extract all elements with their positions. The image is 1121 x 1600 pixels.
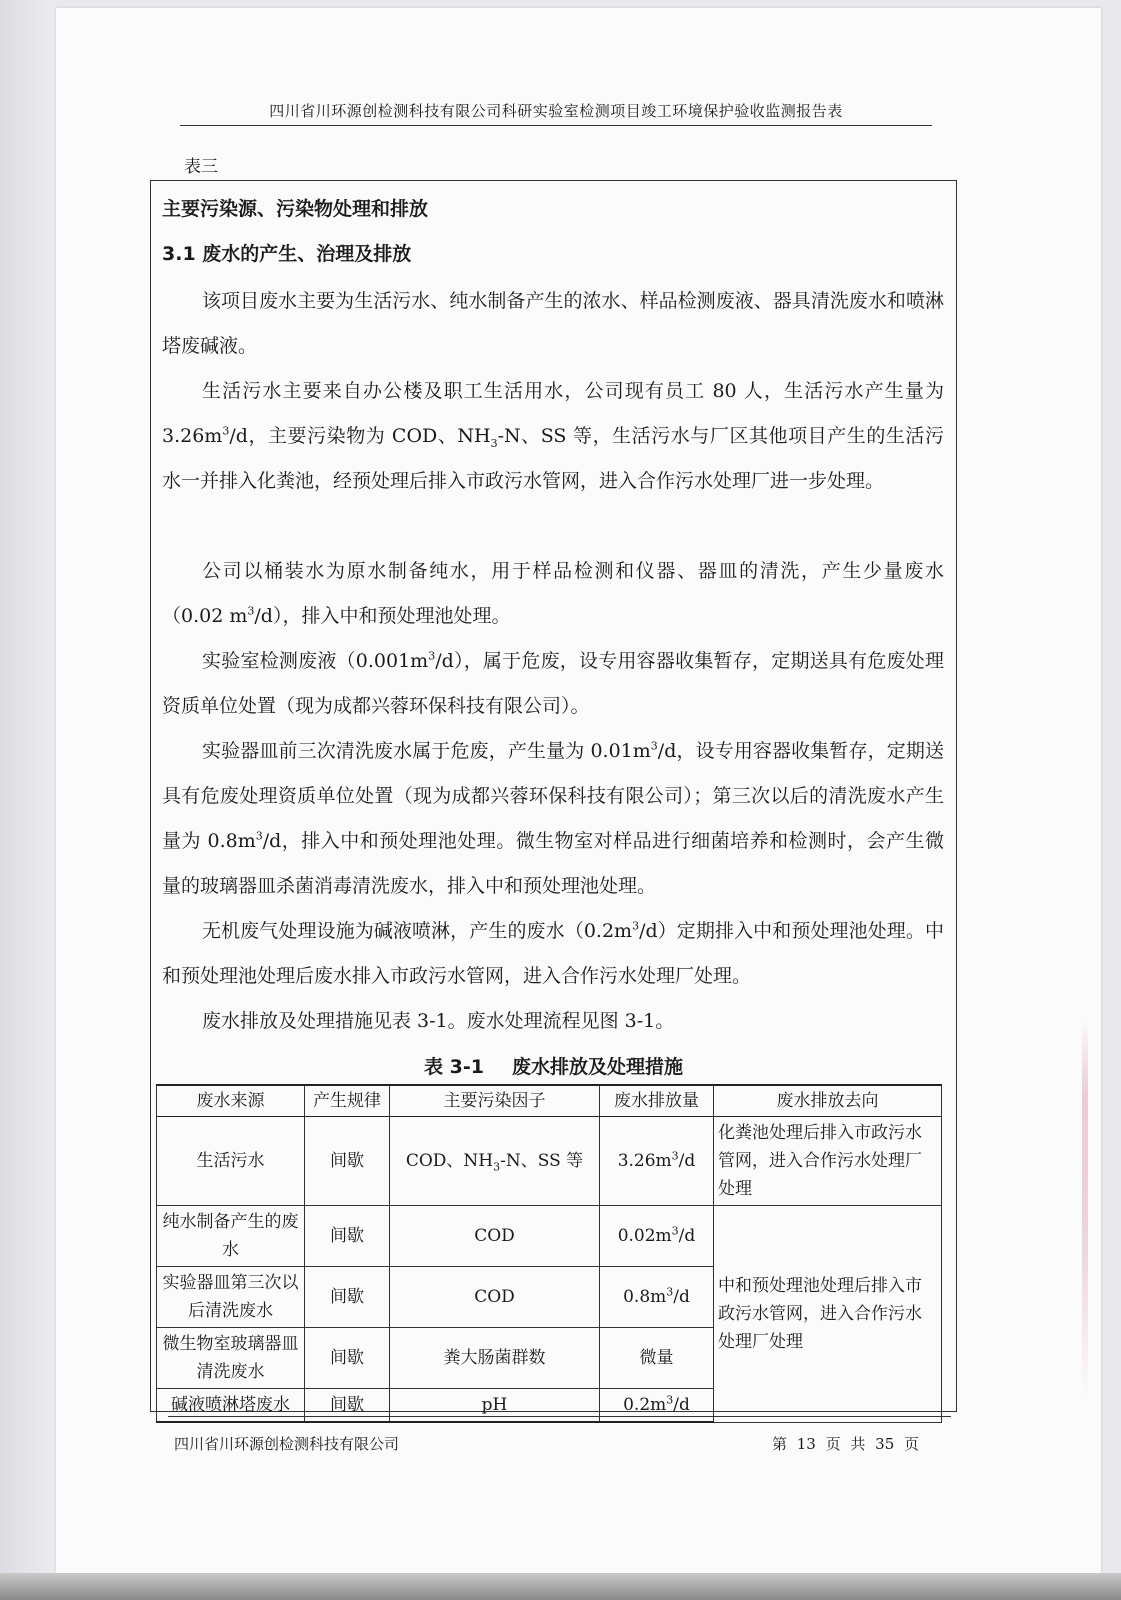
table-row bbox=[157, 1206, 942, 1267]
cell-amount: $0.2m^3/d$ bbox=[600, 1389, 714, 1423]
cell-source: 实验器皿第三次以后清洗废水 bbox=[157, 1267, 305, 1328]
cell-amount: $3.26m^3/d$ bbox=[600, 1117, 714, 1206]
paragraph-7: 废水排放及处理措施见表 3-1。废水处理流程见图 3-1。 bbox=[202, 1010, 675, 1032]
cell-pollutant: COD bbox=[390, 1267, 600, 1328]
footer-company: 四川省川环源创检测科技有限公司 bbox=[174, 1435, 400, 1453]
paragraph-1: 该项目废水主要为生活污水、纯水制备产生的浓水、样品检测废液、器具清洗废水和喷淋塔废碱液。 bbox=[162, 290, 944, 357]
table-caption-title: 废水排放及处理措施 bbox=[511, 1056, 683, 1078]
cell-pattern: 间歇 bbox=[305, 1267, 390, 1328]
cell-pollutant: COD bbox=[390, 1206, 600, 1267]
header-source: 废水来源 bbox=[157, 1085, 305, 1117]
footer-page-info: 第 13 页 共 35 页 bbox=[772, 1435, 920, 1453]
header-pollutant: 主要污染因子 bbox=[390, 1085, 600, 1117]
cell-shared-destination: 中和预处理池处理后排入市政污水管网，进入合作污水处理厂处理 bbox=[714, 1206, 942, 1423]
cell-source: 微生物室玻璃器皿清洗废水 bbox=[157, 1328, 305, 1389]
cell-pollutant: pH bbox=[390, 1389, 600, 1423]
cell-amount: $0.8m^3/d$ bbox=[600, 1267, 714, 1328]
paragraph-4: 实验室检测废液$(0.001m^3/d)$，属于危废，设专用容器收集暂存，定期送具有危废处理资质单位处置（现为成都兴蓉环保科技有限公司）。 bbox=[162, 649, 944, 717]
table-header-row bbox=[157, 1085, 942, 1117]
report-header-title: 四川省川环源创检测科技有限公司科研实验室检测项目竣工环境保护验收监测报告表 bbox=[269, 102, 843, 120]
cell-amount: 微量 bbox=[600, 1328, 714, 1389]
cell-pattern: 间歇 bbox=[305, 1206, 390, 1267]
cell-source: 纯水制备产生的废水 bbox=[157, 1206, 305, 1267]
cell-pollutant: 粪大肠菌群数 bbox=[390, 1328, 600, 1389]
header-amount: 废水排放量 bbox=[600, 1085, 714, 1117]
scan-edge-bottom bbox=[0, 1573, 1121, 1600]
cell-pattern: 间歇 bbox=[305, 1389, 390, 1423]
table-row bbox=[157, 1117, 942, 1206]
scan-edge-left bbox=[0, 0, 56, 1600]
seam-stamp-mark bbox=[1082, 1020, 1088, 1400]
paragraph-6: 无机废气处理设施为碱液喷淋，产生的废水$(0.2m^3/d)$定期排入中和预处理池处理。中和预处理池处理后废水排入市政污水管网，进入合作污水处理厂处理。 bbox=[162, 919, 944, 987]
header-rule bbox=[180, 125, 932, 126]
paragraph-3: 公司以桶装水为原水制备纯水，用于样品检测和仪器、器皿的清洗，产生少量废水（0.02 $m^3/d$），排入中和预处理池处理。 bbox=[162, 560, 944, 627]
section-title: 主要污染源、污染物处理和排放 bbox=[162, 198, 429, 220]
paragraph-2: 生活污水主要来自办公楼及职工生活用水，公司现有员工 80 人，生活污水产生量为 $3.26m^3/d$，主要污染物为 COD、$NH_3-N$、SS 等，生活污水与厂区其他项目产生的生活污水一并排入化粪池，经预处理后排入市政污水管网，进入合作污水处理厂进一步处理。 bbox=[162, 380, 944, 492]
wastewater-table bbox=[156, 1084, 942, 1423]
paragraph-5: 实验器皿前三次清洗废水属于危废，产生量为 $0.01m^3/d$，设专用容器收集暂存，定期送具有危废处理资质单位处置（现为成都兴蓉环保科技有限公司）；第三次以后的清洗废水产生量为 $0.8m^3/d$，排入中和预处理池处理。微生物室对样品进行细菌培养和检测时，会产生微量的玻璃器皿杀菌消毒清洗废水，排入中和预处理池处理。 bbox=[162, 739, 944, 897]
header-destination: 废水排放去向 bbox=[714, 1085, 942, 1117]
cell-source: 碱液喷淋塔废水 bbox=[157, 1389, 305, 1423]
table-label: 表三 bbox=[184, 157, 218, 177]
table-caption bbox=[155, 1052, 952, 1079]
header-pattern: 产生规律 bbox=[305, 1085, 390, 1117]
table-caption-number: 表 3-1 bbox=[424, 1056, 484, 1078]
cell-pattern: 间歇 bbox=[305, 1328, 390, 1389]
cell-pattern: 间歇 bbox=[305, 1117, 390, 1206]
cell-amount: $0.02m^3/d$ bbox=[600, 1206, 714, 1267]
cell-pollutant: COD、$NH_3-N$、SS 等 bbox=[390, 1117, 600, 1206]
cell-destination: 化粪池处理后排入市政污水管网，进入合作污水处理厂处理 bbox=[714, 1117, 942, 1206]
section-subtitle: 3.1 废水的产生、治理及排放 bbox=[162, 243, 412, 265]
cell-source: 生活污水 bbox=[157, 1117, 305, 1206]
footer-rule bbox=[168, 1416, 951, 1417]
